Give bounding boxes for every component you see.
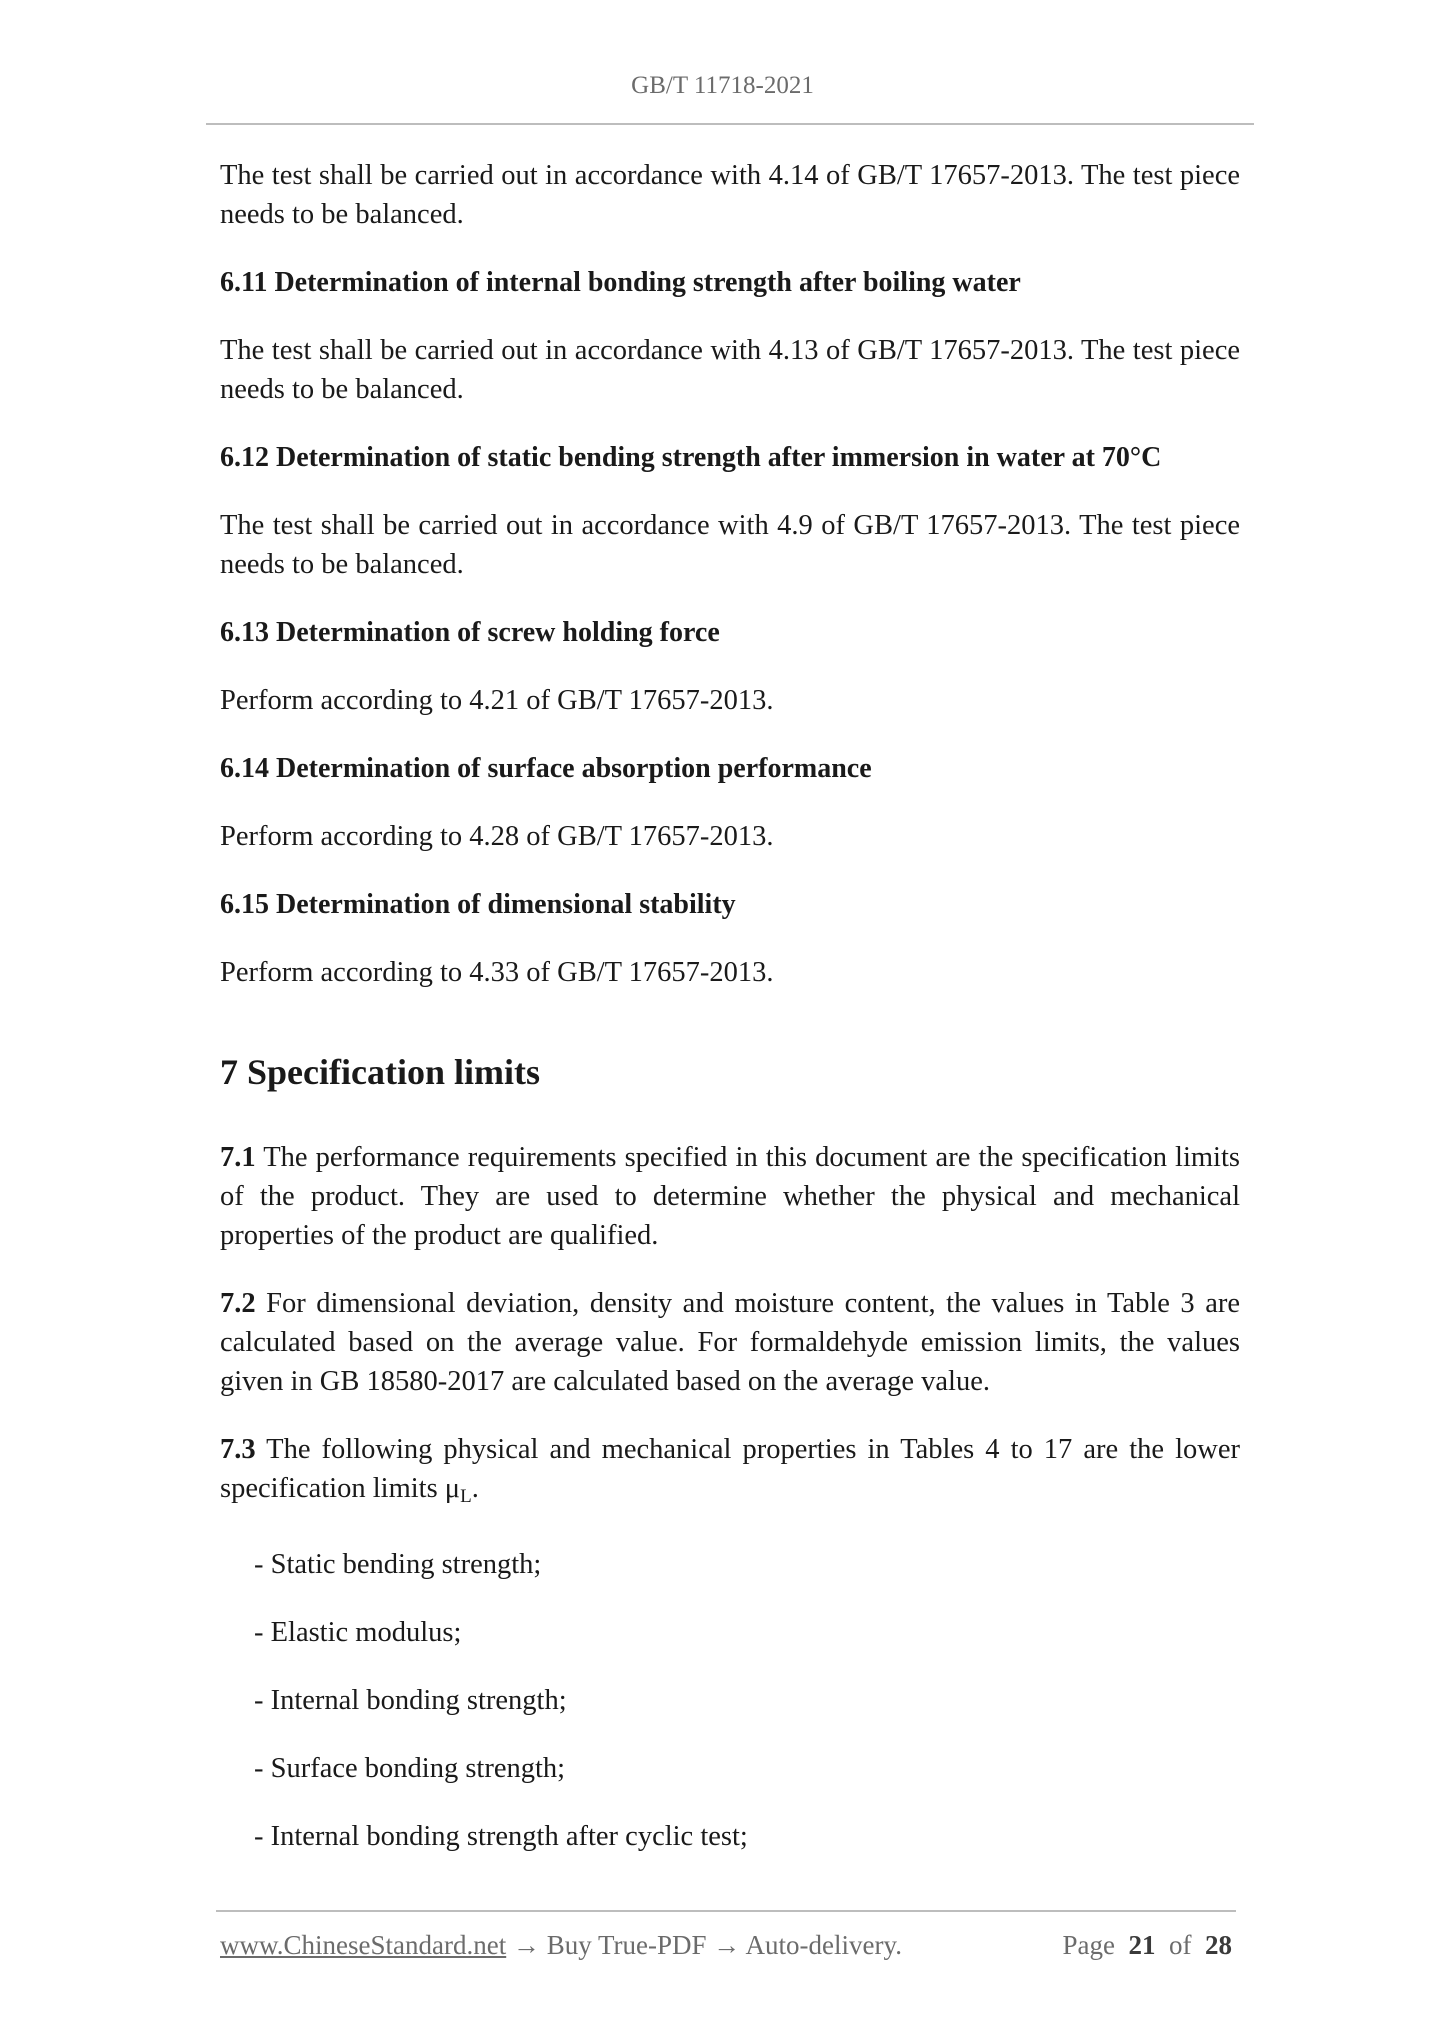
heading-6-15: 6.15 Determination of dimensional stability — [220, 889, 736, 920]
clause-7-3-text: The following physical and mechanical properties in Tables 4 to 17 are the lower specification limits μ — [220, 1434, 1240, 1504]
header-divider — [206, 123, 1254, 125]
paragraph-6-13: Perform according to 4.21 of GB/T 17657-2013. — [220, 685, 774, 716]
list-item: - Internal bonding strength; — [254, 1685, 567, 1716]
list-item: - Static bending strength; — [254, 1549, 542, 1580]
document-header-id: GB/T 11718-2021 — [631, 72, 814, 99]
clause-7-1-text: The performance requirements specified in this document are the specification limits of the product. They are used to determine whether the physical and mechanical properties of the product are qualified. — [220, 1142, 1240, 1251]
total-pages: 28 — [1205, 1930, 1232, 1960]
heading-6-14: 6.14 Determination of surface absorption performance — [220, 753, 872, 784]
mu-subscript: L — [460, 1486, 472, 1507]
clause-7-1 — [220, 1138, 1240, 1255]
clause-7-3-number: 7.3 — [220, 1434, 256, 1465]
page-footer — [220, 1930, 1232, 1961]
clause-7-2-text: For dimensional deviation, density and moisture content, the values in Table 3 are calculated based on the average value. For formaldehyde emission limits, the values given in GB 18580-2017 are calculated based on the average value. — [220, 1288, 1240, 1397]
list-item: - Internal bonding strength after cyclic test; — [254, 1821, 748, 1852]
section-heading-7: 7 Specification limits — [220, 1052, 540, 1092]
heading-6-11: 6.11 Determination of internal bonding strength after boiling water — [220, 267, 1021, 298]
current-page: 21 — [1128, 1930, 1156, 1960]
paragraph-6-12: The test shall be carried out in accordance with 4.9 of GB/T 17657-2013. The test piece needs to be balanced. — [220, 510, 1240, 580]
page-content — [220, 156, 1240, 1885]
paragraph-6-14: Perform according to 4.28 of GB/T 17657-2013. — [220, 821, 774, 852]
page-number — [1063, 1930, 1232, 1961]
clause-7-2-number: 7.2 — [220, 1288, 256, 1319]
paragraph-6-11: The test shall be carried out in accordance with 4.13 of GB/T 17657-2013. The test piece needs to be balanced. — [220, 335, 1240, 405]
clause-7-3 — [220, 1430, 1240, 1516]
paragraph-6-15: Perform according to 4.33 of GB/T 17657-2013. — [220, 957, 774, 988]
site-link[interactable]: www.ChineseStandard.net — [220, 1930, 507, 1960]
clause-7-1-number: 7.1 — [220, 1142, 256, 1173]
clause-7-2 — [220, 1284, 1240, 1401]
footer-divider — [216, 1910, 1236, 1912]
paragraph-intro: The test shall be carried out in accordance with 4.14 of GB/T 17657-2013. The test piece needs to be balanced. — [220, 160, 1240, 230]
list-item: - Surface bonding strength; — [254, 1753, 566, 1784]
heading-6-13: 6.13 Determination of screw holding force — [220, 617, 720, 648]
clause-7-3-end: . — [471, 1473, 479, 1504]
page-label: Page — [1062, 1930, 1115, 1960]
of-label: of — [1169, 1930, 1192, 1960]
heading-6-12: 6.12 Determination of static bending strength after immersion in water at 70°C — [220, 442, 1162, 473]
list-item: - Elastic modulus; — [254, 1617, 462, 1648]
footer-promo: → Buy True-PDF → Auto-delivery. — [506, 1930, 902, 1960]
